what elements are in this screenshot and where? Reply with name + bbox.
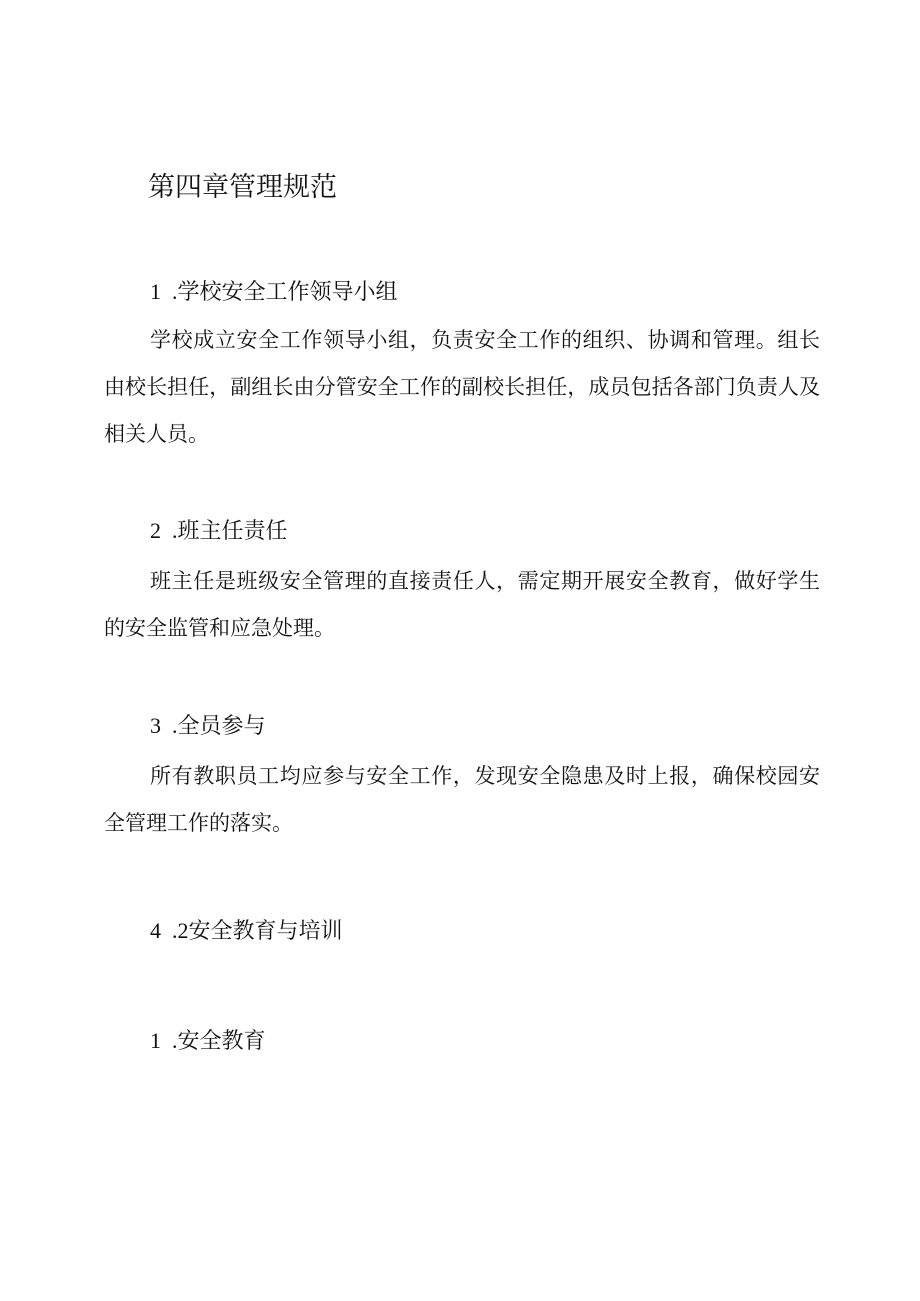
section-title: 班主任责任	[177, 519, 288, 544]
section-number: 1	[150, 279, 161, 304]
section-number: 2	[150, 518, 161, 543]
section-number: 3	[150, 713, 161, 738]
section-title: 学校安全工作领导小组	[177, 280, 398, 305]
section-number: 1	[150, 1028, 161, 1053]
section-number: 4	[150, 918, 161, 943]
section-heading-3	[150, 709, 266, 744]
section-heading-4	[150, 914, 343, 949]
section-body-2: 班主任是班级安全管理的直接责任人，需定期开展安全教育，做好学生的安全监管和应急处理。	[104, 569, 820, 640]
section-separator: .2	[172, 918, 189, 943]
section-body-1: 学校成立安全工作领导小组，负责安全工作的组织、协调和管理。组长由校长担任，副组长由分管安全工作的副校长担任，成员包括各部门负责人及相关人员。	[104, 328, 820, 446]
chapter-title: 第四章管理规范	[148, 172, 337, 203]
section-heading-5	[150, 1024, 266, 1059]
section-separator: .	[172, 279, 178, 304]
section-heading-1	[150, 275, 398, 310]
section-title: 全员参与	[177, 714, 266, 739]
section-separator: .	[172, 713, 178, 738]
section-body-3: 所有教职员工均应参与安全工作，发现安全隐患及时上报，确保校园安全管理工作的落实。	[104, 764, 820, 835]
section-title: 安全教育	[177, 1029, 266, 1054]
section-title: 安全教育与培训	[188, 919, 343, 944]
section-heading-2	[150, 514, 288, 549]
section-separator: .	[172, 518, 178, 543]
section-separator: .	[172, 1028, 178, 1053]
